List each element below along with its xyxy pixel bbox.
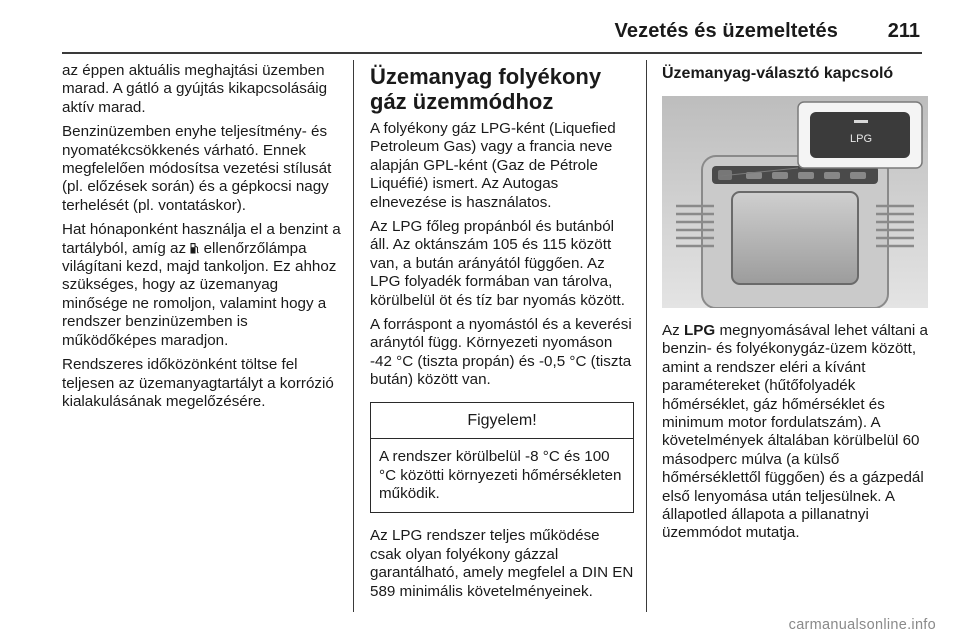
warning-box (370, 402, 634, 514)
paragraph: Benzinüzemben enyhe teljesítmény- és nyomatékcsökkenés várható. Ennek megfelelően módosítsa vezetési stílusát (pl. előzések során) és a gépkocsi nagy terhelését (pl. vontatáskor). (62, 123, 332, 214)
paragraph-text: ellenőrzőlámpa világítani kezd, majd tankoljon. Ez ahhoz szükséges, hogy az üzemanyag minősége ne romoljon, valamint hogy a rendszer benzinüzemben is működőképes maradjon. (62, 239, 337, 349)
section-title: Üzemanyag folyékony gáz üzemmódhoz (370, 64, 602, 114)
paragraph: az éppen aktuális meghajtási üzemben marad. A gátló a gyújtás kikapcsolásáig aktív marad. (62, 62, 328, 116)
page-number: 211 (887, 20, 920, 42)
paragraph: A forráspont a nyomástól és a keverési aránytól függ. Környezeti nyomáson -42 °C (tiszta propán) és -0,5 °C (tiszta bután) között van. (370, 316, 632, 389)
warning-text: A rendszer körülbelül -8 °C és 100 °C közötti környezeti hőmérsékleten működik. (379, 448, 622, 502)
page-header (0, 20, 920, 56)
page-title: Vezetés és üzemeltetés (614, 20, 838, 42)
subsection-title: Üzemanyag-választó kapcsoló (662, 65, 894, 82)
paragraph: Az LPG rendszer teljes működése csak olyan folyékony gázzal garantálható, amely megfelel a DIN EN 589 minimális követelményeinek. (370, 527, 634, 600)
lpg-key-label: LPG (683, 322, 716, 339)
lpg-button-label: LPG (849, 133, 873, 145)
paragraph: Rendszeres időközönként töltse fel teljesen az üzemanyagtartályt a korrózió kialakulásának megelőzésére. (62, 356, 334, 410)
paragraph-text: Hat hónaponként használja el a benzint a tartályból, amíg az (62, 221, 341, 257)
dashboard-photo (662, 96, 928, 308)
paragraph (662, 322, 928, 543)
paragraph: A folyékony gáz LPG-ként (Liquefied Petroleum Gas) vagy a francia neve alapján GPL-ként (Gaz de Pétrole Liquéfié) ismert. Az Autogas elnevezése is használatos. (370, 120, 616, 211)
column-divider-1 (353, 60, 354, 612)
paragraph (62, 221, 344, 350)
column-divider-2 (646, 60, 647, 612)
fuel-pump-icon (190, 242, 199, 254)
paragraph-text: Az (662, 322, 680, 339)
paragraph: Az LPG főleg propánból és butánból áll. Az oktánszám 105 és 115 között van, a bután arányától függően. Az LPG folyadék formában van tárolva, körülbelül öt és tíz bar nyomás között. (370, 218, 625, 309)
header-rule (62, 52, 922, 54)
dashboard-illustration (662, 96, 928, 308)
column-left (62, 62, 344, 417)
paragraph-text: megnyomásával lehet váltani a benzin- és folyékonygáz-üzem között, amint a rendszer eléri a kívánt paramétereket (hűtőfolyadék hőmérséklet, gáz hőmérséklet és minimum motor fordulatszám). A követelmények általában körülbelül 60 másodperc múlva (a külső hőmérséklettől függően) és a gázpedál első lenyomása után teljesülnek. A állapotled állapota a pillanatnyi üzemmódot mutatja. (662, 322, 928, 542)
warning-title: Figyelem! (371, 403, 633, 439)
column-middle (370, 64, 634, 607)
column-right (662, 64, 928, 549)
watermark: carmanualsonline.info (788, 617, 936, 633)
